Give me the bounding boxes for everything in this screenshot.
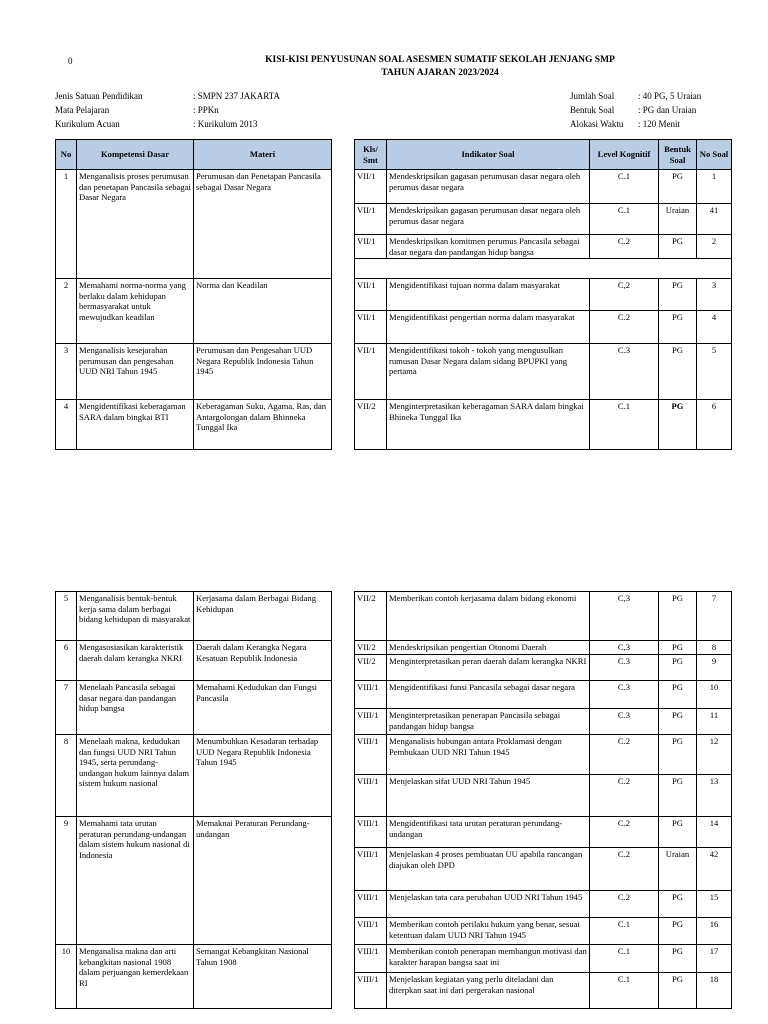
cell-kls: VIII/1 <box>355 945 387 973</box>
cell-nosoal: 14 <box>697 817 732 848</box>
meta-label: Alokasi Waktu <box>570 119 624 129</box>
cell-kls: VIII/1 <box>355 891 387 918</box>
meta-left <box>55 89 280 131</box>
header-materi: Materi <box>194 140 332 170</box>
cell-bentuk: PG <box>659 655 697 681</box>
cell-level: C.3 <box>590 655 659 681</box>
cell-level: C.2 <box>590 775 659 817</box>
table-row <box>56 279 732 311</box>
cell-level: C.1 <box>590 170 659 204</box>
cell-indikator: Mengidentifikasi funsi Pancasila sebagai dasar negara <box>387 681 590 709</box>
cell-nosoal: 2 <box>697 235 732 259</box>
header-level: Level Kognitif <box>590 140 659 170</box>
cell-kls: VIII/1 <box>355 709 387 735</box>
cell-bentuk: PG <box>659 891 697 918</box>
cell-materi: Daerah dalam Kerangka Negara Kesatuan Republik Indonesia <box>194 641 332 681</box>
cell-kls: VIII/1 <box>355 775 387 817</box>
cell-bentuk: PG <box>659 170 697 204</box>
cell-level: C.2 <box>590 735 659 775</box>
cell-kls: VIII/1 <box>355 681 387 709</box>
cell-kd: Menelaah Pancasila sebagai dasar negara dan pandangan hidup bangsa <box>77 681 194 735</box>
cell-level: C.3 <box>590 681 659 709</box>
meta-label: Mata Pelajaran <box>55 105 110 115</box>
cell-nosoal: 17 <box>697 945 732 973</box>
cell-kls: VII/2 <box>355 400 387 450</box>
cell-level: C,3 <box>590 592 659 641</box>
cell-bentuk: PG <box>659 973 697 1009</box>
header-nosoal: No Soal <box>697 140 732 170</box>
cell-nosoal: 5 <box>697 344 732 400</box>
cell-materi: Perumusan dan Penetapan Pancasila sebagai Dasar Negara <box>194 170 332 279</box>
meta-right <box>570 89 701 131</box>
cell-kls: VIII/1 <box>355 848 387 891</box>
cell-nosoal: 1 <box>697 170 732 204</box>
header-bentuk: Bentuk Soal <box>659 140 697 170</box>
cell-kls: VIII/1 <box>355 918 387 945</box>
cell-indikator: Mendeskripsikan komitmen perumus Pancasila sebagai dasar negara dan pandangan hidup bangsa <box>387 235 590 259</box>
table-row <box>56 344 732 400</box>
meta-label: Jenis Satuan Pendidikan <box>55 91 143 101</box>
cell-kls: VII/1 <box>355 344 387 400</box>
cell-nosoal: 16 <box>697 918 732 945</box>
meta-value: : PG dan Uraian <box>638 105 697 115</box>
cell-kd: Menelaah makna, kedudukan dan fungsi UUD NRI Tahun 1945, serta perundang-undangan hukum lainnya dalam sistem hukum nasional <box>77 735 194 817</box>
cell-no: 2 <box>56 279 77 344</box>
cell-nosoal: 6 <box>697 400 732 450</box>
cell-kls: VII/2 <box>355 592 387 641</box>
cell-bentuk: PG <box>659 592 697 641</box>
table-row <box>56 170 732 204</box>
table-header <box>56 140 732 170</box>
cell-kd: Menganalisis proses perumusan dan penetapan Pancasila sebagai Dasar Negara <box>77 170 194 259</box>
cell-kd: Mengidentifikasi keberagaman SARA dalam bingkai BTI <box>77 400 194 450</box>
cell-nosoal: 9 <box>697 655 732 681</box>
meta-value: : Kurikulum 2013 <box>193 119 258 129</box>
cell-bentuk: PG <box>659 311 697 344</box>
cell-materi: Memahami Kedudukan dan Fungsi Pancasila <box>194 681 332 735</box>
page-number: 0 <box>68 56 73 66</box>
header-kls: Kls/ Smt <box>355 140 387 170</box>
cell-level: C.3 <box>590 344 659 400</box>
cell-bentuk: PG <box>659 681 697 709</box>
cell-kls: VII/2 <box>355 641 387 655</box>
cell-bentuk: PG <box>659 817 697 848</box>
cell-indikator: Mengidentifikasi tujuan norma dalam masyarakat <box>387 279 590 311</box>
cell-no: 6 <box>56 641 77 681</box>
cell-nosoal: 4 <box>697 311 732 344</box>
cell-bentuk: PG <box>659 641 697 655</box>
cell-level: C,2 <box>590 279 659 311</box>
cell-indikator: Menjelaskan tata cara perubahan UUD NRI Tahun 1945 <box>387 891 590 918</box>
cell-no: 8 <box>56 735 77 817</box>
cell-kls: VII/1 <box>355 279 387 311</box>
meta-value: : 120 Menit <box>638 119 680 129</box>
cell-kd: Memahami tata urutan peraturan perundang-undangan dalam sistem hukum nasional di Indonesia <box>77 817 194 945</box>
cell-nosoal: 42 <box>697 848 732 891</box>
cell-level: C.2 <box>590 311 659 344</box>
header-indikator: Indikator Soal <box>387 140 590 170</box>
table-row <box>56 681 732 709</box>
cell-nosoal: 7 <box>697 592 732 641</box>
cell-bentuk: Uraian <box>659 204 697 235</box>
cell-indikator: Memberikan contoh perilaku hukum yang benar, sesuai ketentuan dalam UUD NRI Tahun 1945 <box>387 918 590 945</box>
cell-level: C.3 <box>590 709 659 735</box>
cell-kd: Menganalisis bentuk-bentuk kerja sama dalam berbagai bidang kehidupan di masyarakat <box>77 592 194 641</box>
cell-no: 9 <box>56 817 77 945</box>
cell-kd: Menganalisis kesejarahan perumusan dan pengesahan UUD NRI Tahun 1945 <box>77 344 194 400</box>
cell-nosoal: 13 <box>697 775 732 817</box>
cell-bentuk: Uraian <box>659 848 697 891</box>
cell-level: C.2 <box>590 817 659 848</box>
meta-value: : SMPN 237 JAKARTA <box>193 91 281 101</box>
cell-bentuk: PG <box>659 344 697 400</box>
cell-no: 10 <box>56 945 77 1009</box>
cell-materi: Perumusan dan Pengesahan UUD Negara Republik Indonesia Tahun 1945 <box>194 344 332 400</box>
cell-no: 3 <box>56 344 77 400</box>
cell-kd: Memahami norma-norma yang berlaku dalam kehidupan bermasyarakat untuk mewujudkan keadilan <box>77 279 194 344</box>
cell-nosoal: 3 <box>697 279 732 311</box>
cell-nosoal: 11 <box>697 709 732 735</box>
cell-level: C.1 <box>590 400 659 450</box>
cell-level: C.1 <box>590 204 659 235</box>
cell-indikator: Menjelaskan kegiatan yang perlu diteladani dan diterpkan saat ini dari pergerakan nasional <box>387 973 590 1009</box>
cell-nosoal: 10 <box>697 681 732 709</box>
cell-level: C.2 <box>590 891 659 918</box>
cell-kd: Mengasosiasikan karakteristik daerah dalam kerangka NKRI <box>77 641 194 681</box>
meta-label: Bentuk Soal <box>570 105 615 115</box>
kisi-kisi-table-1 <box>55 139 732 450</box>
cell-indikator: Mendeskripsikan gagasan perumusan dasar negara oleh perumus dasar negara <box>387 170 590 204</box>
cell-indikator: Menginterpretasikan penerapan Pancasila sebagai pandangan hidup bangsa <box>387 709 590 735</box>
kisi-kisi-table-2 <box>55 591 732 1009</box>
cell-nosoal: 15 <box>697 891 732 918</box>
document-subtitle: TAHUN AJARAN 2023/2024 <box>381 68 499 78</box>
cell-materi: Menumbuhkan Kesadaran terhadap UUD Negara Republik Indonesia Tahun 1945 <box>194 735 332 817</box>
table-row <box>56 400 732 450</box>
cell-bentuk: PG <box>659 709 697 735</box>
cell-indikator: Menganalisis hubungan antara Proklamasi dengan Pembukaan UUD NRI Tahun 1945 <box>387 735 590 775</box>
cell-bentuk: PG <box>659 945 697 973</box>
cell-kls: VIII/1 <box>355 735 387 775</box>
cell-kls: VIII/1 <box>355 817 387 848</box>
cell-no: 7 <box>56 681 77 735</box>
cell-bentuk: PG <box>659 775 697 817</box>
header-no: No <box>56 140 77 170</box>
cell-kls: VII/1 <box>355 311 387 344</box>
cell-bentuk: PG <box>659 918 697 945</box>
cell-indikator: Mendeskripsikan gagasan perumusan dasar negara oleh perumus dasar negara <box>387 204 590 235</box>
document-title: KISI-KISI PENYUSUNAN SOAL ASESMEN SUMATIF SEKOLAH JENJANG SMP <box>265 55 615 65</box>
cell-materi: Keberagaman Suku, Agama, Ras, dan Antargolongan dalam Bhinneka Tunggal Ika <box>194 400 332 450</box>
header-kd: Kompetensi Dasar <box>77 140 194 170</box>
meta-value: : PPKn <box>193 105 219 115</box>
cell-materi: Norma dan Keadilan <box>194 279 332 344</box>
table-row <box>56 945 732 973</box>
table-row <box>56 592 732 641</box>
cell-kls: VII/1 <box>355 170 387 204</box>
cell-indikator: Menginterpretasikan peran daerah dalam kerangka NKRI <box>387 655 590 681</box>
cell-level: C.1 <box>590 945 659 973</box>
cell-indikator: Menjelaskan 4 proses pembuatan UU apabila rancangan diajukan oleh DPD <box>387 848 590 891</box>
cell-indikator: Menginterpretasikan keberagaman SARA dalam bingkai Bhineka Tunggal Ika <box>387 400 590 450</box>
cell-level: C.2 <box>590 235 659 259</box>
cell-materi: Kerjasama dalam Berbagai Bidang Kehidupan <box>194 592 332 641</box>
cell-nosoal: 18 <box>697 973 732 1009</box>
cell-bentuk: PG <box>659 735 697 775</box>
cell-level: C.1 <box>590 918 659 945</box>
cell-indikator: Mengidentifikasi tokoh - tokoh yang mengusulkan rumusan Dasar Negara dalam sidang BPUPKI yang pertama <box>387 344 590 400</box>
cell-kls: VIII/1 <box>355 973 387 1009</box>
cell-kls: VII/1 <box>355 235 387 259</box>
cell-nosoal: 41 <box>697 204 732 235</box>
meta-label: Kurikulum Acuan <box>55 119 120 129</box>
cell-no: 5 <box>56 592 77 641</box>
cell-indikator: Mengidentifikasi tata urutan peraturan perundang-undangan <box>387 817 590 848</box>
cell-indikator: Mendeskripsikan pengertian Otonomi Daerah <box>387 641 590 655</box>
table-row <box>56 735 732 775</box>
meta-label: Jumlah Soal <box>570 91 615 101</box>
cell-indikator: Memberikan contoh kerjasama dalam bidang ekonomi <box>387 592 590 641</box>
meta-value: : 40 PG, 5 Uraian <box>638 91 702 101</box>
cell-indikator: Mengidentifikasi pengertian norma dalam masyarakat <box>387 311 590 344</box>
cell-no: 4 <box>56 400 77 450</box>
cell-level: C,3 <box>590 641 659 655</box>
cell-level: C.1 <box>590 973 659 1009</box>
cell-bentuk: PG <box>659 400 697 450</box>
cell-level: C.2 <box>590 848 659 891</box>
cell-kd: Menganalisa makna dan arti kebangkitan nasional 1908 dalam perjuangan kemerdekaan RI <box>77 945 194 1009</box>
table-row <box>56 817 732 848</box>
cell-nosoal: 12 <box>697 735 732 775</box>
table-row <box>56 641 732 655</box>
cell-bentuk: PG <box>659 235 697 259</box>
cell-bentuk: PG <box>659 279 697 311</box>
cell-indikator: Menjelaskan sifat UUD NRI Tahun 1945 <box>387 775 590 817</box>
cell-materi: Memaknai Peraturan Perundang-undangan <box>194 817 332 945</box>
cell-kls: VII/1 <box>355 204 387 235</box>
cell-kls: VII/2 <box>355 655 387 681</box>
cell-no: 1 <box>56 170 77 279</box>
cell-materi: Semangat Kebangkitan Nasional Tahun 1908 <box>194 945 332 1009</box>
cell-nosoal: 8 <box>697 641 732 655</box>
cell-indikator: Memberikan contoh penerapan membangun motivasi dan karakter harapan bangsa saat ini <box>387 945 590 973</box>
